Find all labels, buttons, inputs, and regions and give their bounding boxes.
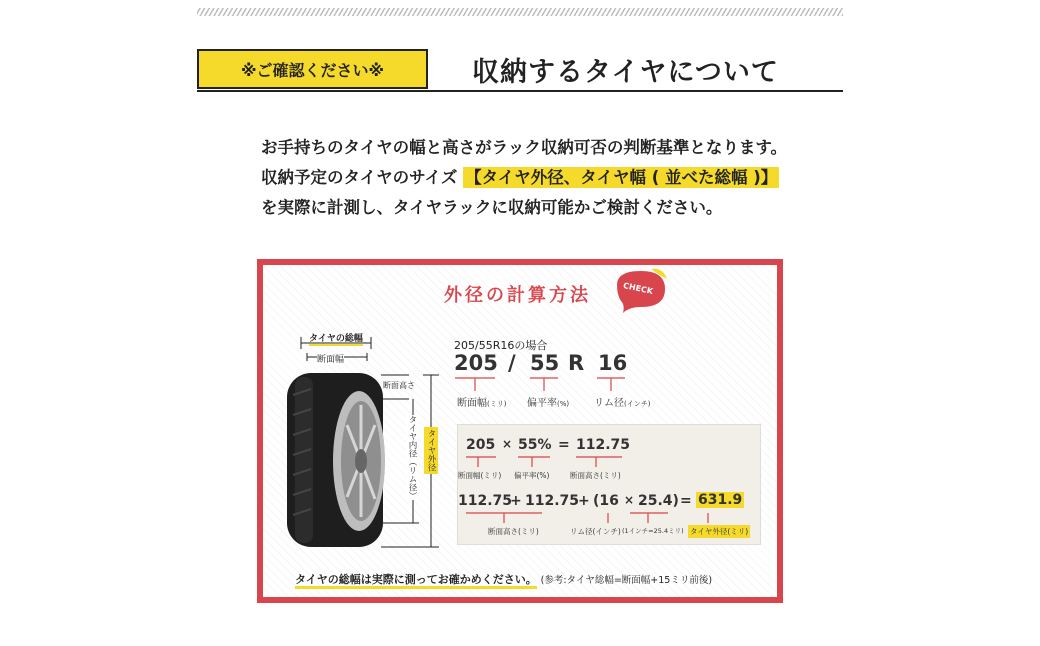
calc2-a: 112.75 xyxy=(458,493,513,509)
label-inner-diameter: タイヤ内径（リム径） xyxy=(407,415,417,500)
card-title: 外径の計算方法 xyxy=(444,285,591,306)
calc2-eq: = xyxy=(680,493,692,509)
footer-sub: (参考:タイヤ総幅=断面幅+15ミリ前後) xyxy=(540,575,713,586)
calculation-box xyxy=(457,424,761,545)
footer-main: タイヤの総幅は実際に測ってお確かめください。 xyxy=(295,573,537,589)
calc2-label-result: タイヤ外径(ミリ) xyxy=(690,527,749,536)
calc1-eq: = xyxy=(558,437,570,453)
calc1-b: 55% xyxy=(518,437,552,453)
calculation-card xyxy=(257,259,783,603)
notice-badge xyxy=(197,49,428,89)
code-label-ratio: 偏平率(%) xyxy=(527,398,570,409)
calc1-result: 112.75 xyxy=(576,437,631,453)
label-outer-diameter: タイヤ外径 xyxy=(426,429,436,472)
calc2-op3: × xyxy=(624,493,635,507)
calc2-result: 631.9 xyxy=(698,492,743,508)
calc2-d: 25.4) xyxy=(638,493,679,509)
intro-highlight: 【タイヤ外径、タイヤ幅 ( 並べた総幅 )】 xyxy=(465,168,778,187)
code-r: R xyxy=(568,351,585,375)
code-ratio: 55 xyxy=(530,351,560,375)
calc2-label-ab: 断面高さ(ミリ) xyxy=(488,527,539,536)
calc1-op: × xyxy=(502,437,513,451)
intro-line-3: を実際に計測し、タイヤラックに収納可能かご検討ください。 xyxy=(261,198,723,217)
intro-line-2 xyxy=(261,163,787,193)
code-slash: / xyxy=(508,351,516,375)
footer-note xyxy=(295,571,712,587)
intro-text xyxy=(261,133,787,223)
calc1-label-b: 偏平率(%) xyxy=(514,471,550,480)
calc2-op1: + xyxy=(510,493,522,509)
intro-line-2-prefix: 収納予定のタイヤのサイズ xyxy=(261,168,458,187)
calc1-a: 205 xyxy=(466,437,496,453)
code-rim: 16 xyxy=(598,351,628,375)
calc2-label-c: リム径(インチ) xyxy=(570,527,621,536)
calc2-c: (16 xyxy=(593,493,619,509)
decorative-stripe xyxy=(197,8,843,16)
header-underline xyxy=(197,90,843,92)
calc2-label-d: (1インチ=25.4ミリ) xyxy=(622,527,684,535)
code-label-width: 断面幅(ミリ) xyxy=(457,398,507,409)
code-width: 205 xyxy=(454,351,498,375)
calc2-op2: + xyxy=(578,493,590,509)
section-title: 収納するタイヤについて xyxy=(472,57,779,88)
label-section-width: 断面幅 xyxy=(317,352,344,365)
check-label: CHECK xyxy=(622,280,654,297)
calc2-b: 112.75 xyxy=(525,493,580,509)
intro-line-1: お手持ちのタイヤの幅と高さがラック収納可否の判断基準となります。 xyxy=(261,138,788,157)
calc1-label-a: 断面幅(ミリ) xyxy=(458,471,502,480)
label-section-height: 断面高さ xyxy=(383,381,415,390)
label-total-width: タイヤの総幅 xyxy=(309,331,363,346)
example-heading: 205/55R16の場合 xyxy=(454,339,548,352)
calc1-label-result: 断面高さ(ミリ) xyxy=(570,471,621,480)
notice-badge-label: ※ご確認ください※ xyxy=(240,60,385,80)
code-label-rim: リム径(インチ) xyxy=(594,398,651,409)
